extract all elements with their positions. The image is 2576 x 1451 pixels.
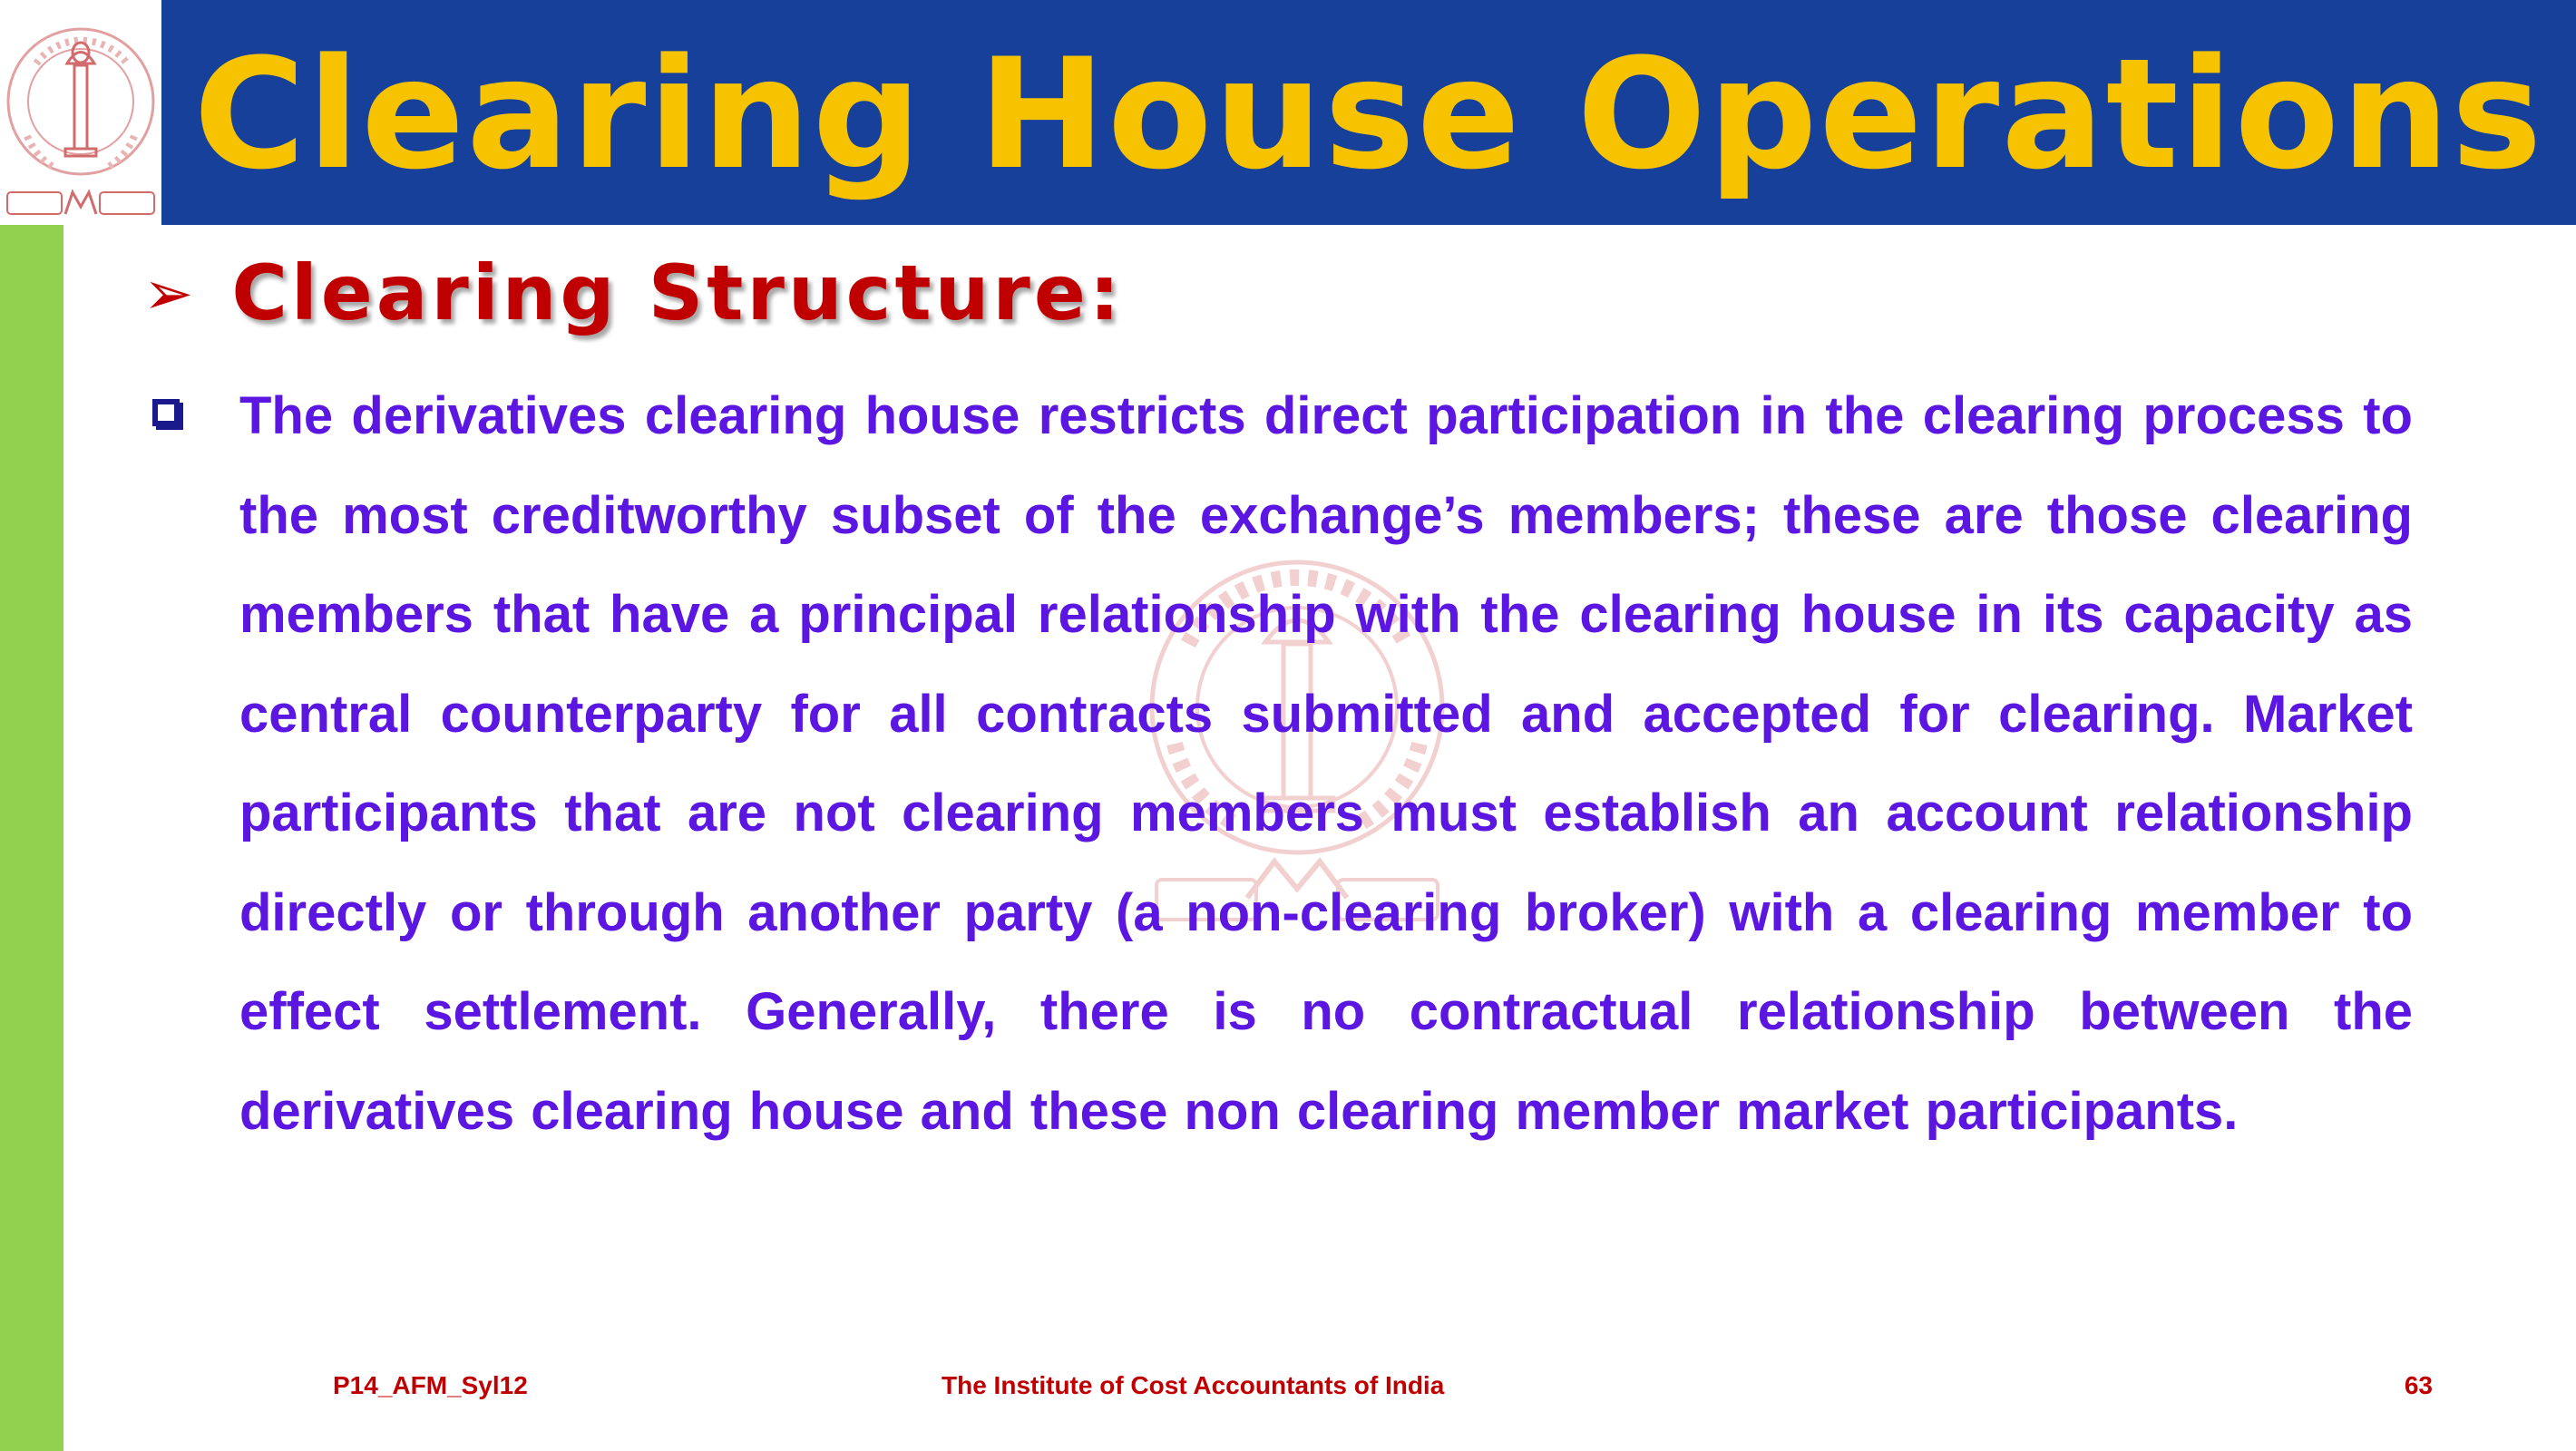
slide-title: Clearing House Operations <box>193 25 2544 203</box>
title-bar <box>161 0 2576 225</box>
logo <box>0 0 161 225</box>
footer-page-number: 63 <box>2404 1371 2433 1399</box>
left-accent-bar <box>0 225 63 1451</box>
icai-emblem-icon <box>0 0 161 225</box>
hollow-square-bullet-icon <box>152 399 180 426</box>
section-heading-text: Clearing Structure: <box>231 248 1124 337</box>
footer-course-code: P14_AFM_Syl12 <box>333 1371 528 1399</box>
bullet-paragraph: The derivatives clearing house restricts direct participation in the clearing process to the most creditworthy subset of the exchange’s members; these are those clearing members that have a principal relationship with the clearing house in its capacity as central counterparty for all contracts submitted and accepted for clearing. Market participants that are not clearing members must establish an account relationship directly or through another party (a non-clearing broker) with a clearing member to effect settlement. Generally, there is no contractual relationship between the derivatives clearing house and these non clearing member market participants. <box>239 386 2413 1141</box>
footer-institute-name: The Institute of Cost Accountants of India <box>942 1371 1445 1399</box>
section-heading <box>143 243 1123 343</box>
arrow-bullet-icon: ➢ <box>143 258 194 328</box>
